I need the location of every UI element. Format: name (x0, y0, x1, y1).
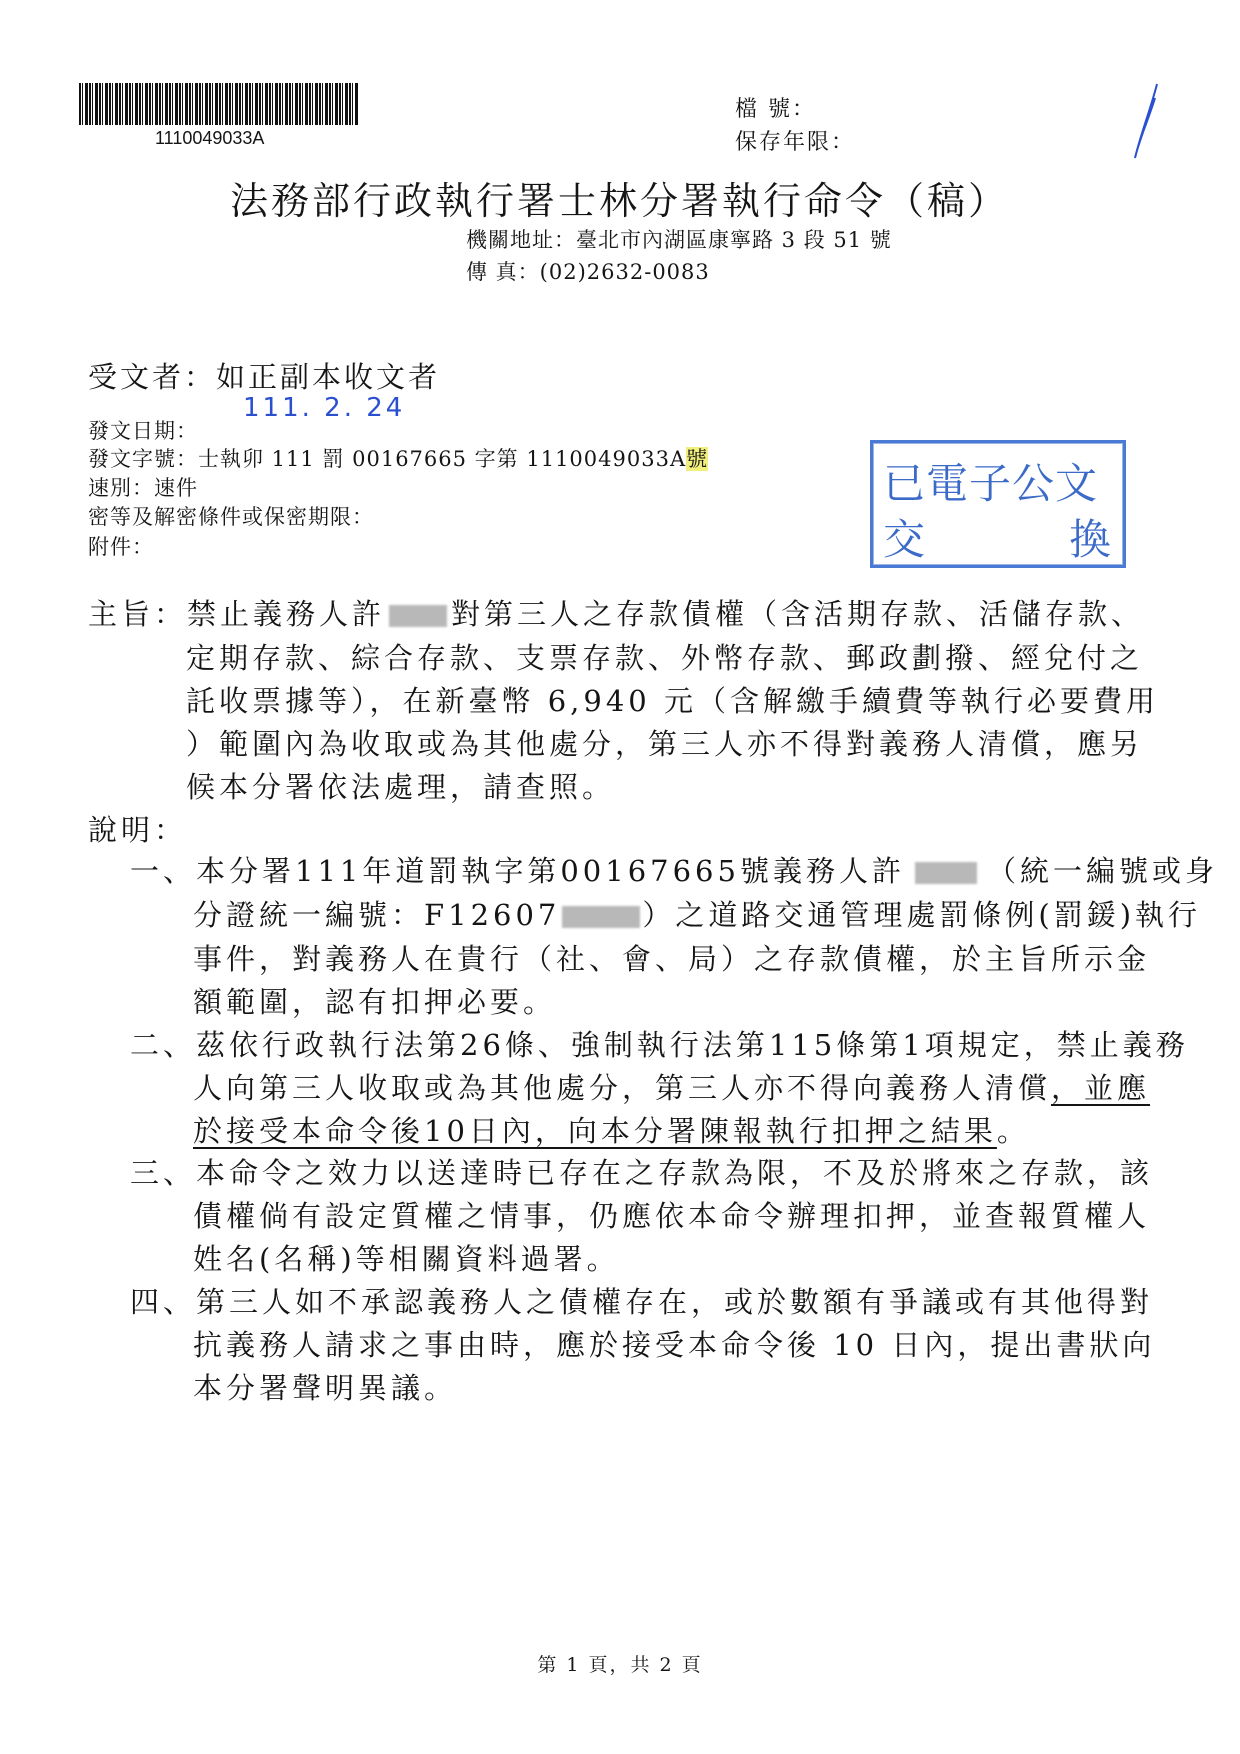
item-4-line-2: 抗義務人請求之事由時，應於接受本命令後 10 日內，提出書狀向 (193, 1328, 1156, 1362)
subject-text-1b: 對第三人之存款債權（含活期存款、活儲存款、 (451, 597, 1145, 631)
secrecy-level: 密等及解密條件或保密期限： (88, 505, 374, 529)
item-1-line-3: 事件，對義務人在貴行（社、會、局）之存款債權，於主旨所示金 (193, 942, 1151, 976)
stamp-line-1: 已電子公文 (883, 459, 1099, 508)
item-1-text-2b: ）之道路交通管理處罰條例(罰鍰)執行 (642, 898, 1202, 932)
item-3-line-2: 債權倘有設定質權之情事，仍應依本命令辦理扣押，並查報質權人 (193, 1199, 1151, 1233)
item-1-line-4: 額範圍，認有扣押必要。 (193, 985, 557, 1019)
agency-address: 機關地址：臺北市內湖區康寧路 3 段 51 號 (466, 228, 892, 252)
recipient: 受文者：如正副本收文者 (88, 360, 441, 394)
subject-line-1 (88, 592, 1144, 633)
item-2-text-3b: 。 (996, 1114, 1030, 1148)
subject-line-4: ）範圍內為收取或為其他處分，第三人亦不得對義務人清償，應另 (186, 727, 1144, 761)
stamp-line-2-left: 交 (883, 515, 926, 564)
document-number-text: 發文字號：士執卯 111 罰 00167665 字第 1110049033A (88, 447, 687, 471)
subject-line-2: 定期存款、綜合存款、支票存款、外幣存款、郵政劃撥、經兌付之 (186, 641, 1144, 675)
electronic-exchange-stamp (870, 440, 1126, 568)
item-2-text-2b-underlined: ，並應 (1051, 1071, 1151, 1105)
item-3-line-3: 姓名(名稱)等相關資料過署。 (193, 1242, 620, 1276)
item-1-text-2a: 分證統一編號：F12607 (193, 898, 561, 932)
item-4-line-1: 四、第三人如不承認義務人之債權存在，或於數額有爭議或有其他得對 (130, 1285, 1154, 1319)
fax-number: 傳 真：(02)2632-0083 (466, 260, 710, 284)
item-2-text-2a: 人向第三人收取或為其他處分，第三人亦不得向義務人清償 (193, 1071, 1052, 1105)
item-1-line-1 (130, 849, 1218, 890)
redacted-name (389, 605, 447, 627)
barcode (79, 83, 359, 125)
document-number-suffix: 號 (686, 447, 709, 471)
speed-class: 速別：速件 (88, 476, 198, 500)
handwritten-date: 111. 2. 24 (243, 393, 406, 423)
attachment-label: 附件： (88, 535, 154, 559)
document-title: 法務部行政執行署士林分署執行命令（稿） (230, 179, 1010, 223)
item-1-text-1b: （統一編號或身 (986, 854, 1218, 888)
subject-line-5: 候本分署依法處理，請查照。 (186, 770, 616, 804)
item-3-line-1: 三、本命令之效力以送達時已存在之存款為限，不及於將來之存款，該 (130, 1156, 1154, 1190)
item-2-line-1: 二、茲依行政執行法第26條、強制執行法第115條第1項規定，禁止義務 (130, 1028, 1189, 1062)
stamp-line-2-right: 換 (1068, 515, 1111, 564)
subject-line-3: 託收票據等），在新臺幣 6,940 元（含解繳手續費等執行必要費用 (186, 684, 1159, 718)
subject-text-1a: 主旨：禁止義務人許 (88, 597, 386, 631)
item-4-line-3: 本分署聲明異議。 (193, 1371, 458, 1405)
barcode-number: 1110049033A (155, 128, 265, 148)
item-1-text-1a: 一、本分署111年道罰執字第00167665號義務人許 (130, 854, 905, 888)
explanation-label: 說明： (88, 813, 188, 847)
retention-period-label: 保存年限： (735, 130, 856, 155)
item-2-line-3 (193, 1109, 1030, 1150)
redacted-name (915, 862, 977, 884)
pen-mark-icon (1127, 78, 1167, 168)
item-2-text-3a-underlined: 於接受本命令後10日內，向本分署陳報執行扣押之結果 (193, 1114, 997, 1148)
redacted-id (562, 906, 640, 928)
issue-date-label: 發文日期： (88, 419, 198, 443)
item-1-line-2 (193, 893, 1201, 934)
page-footer: 第 1 頁，共 2 頁 (537, 1654, 703, 1676)
file-number-label: 檔 號： (735, 97, 816, 122)
item-2-line-2 (193, 1066, 1150, 1107)
document-number (88, 443, 708, 473)
